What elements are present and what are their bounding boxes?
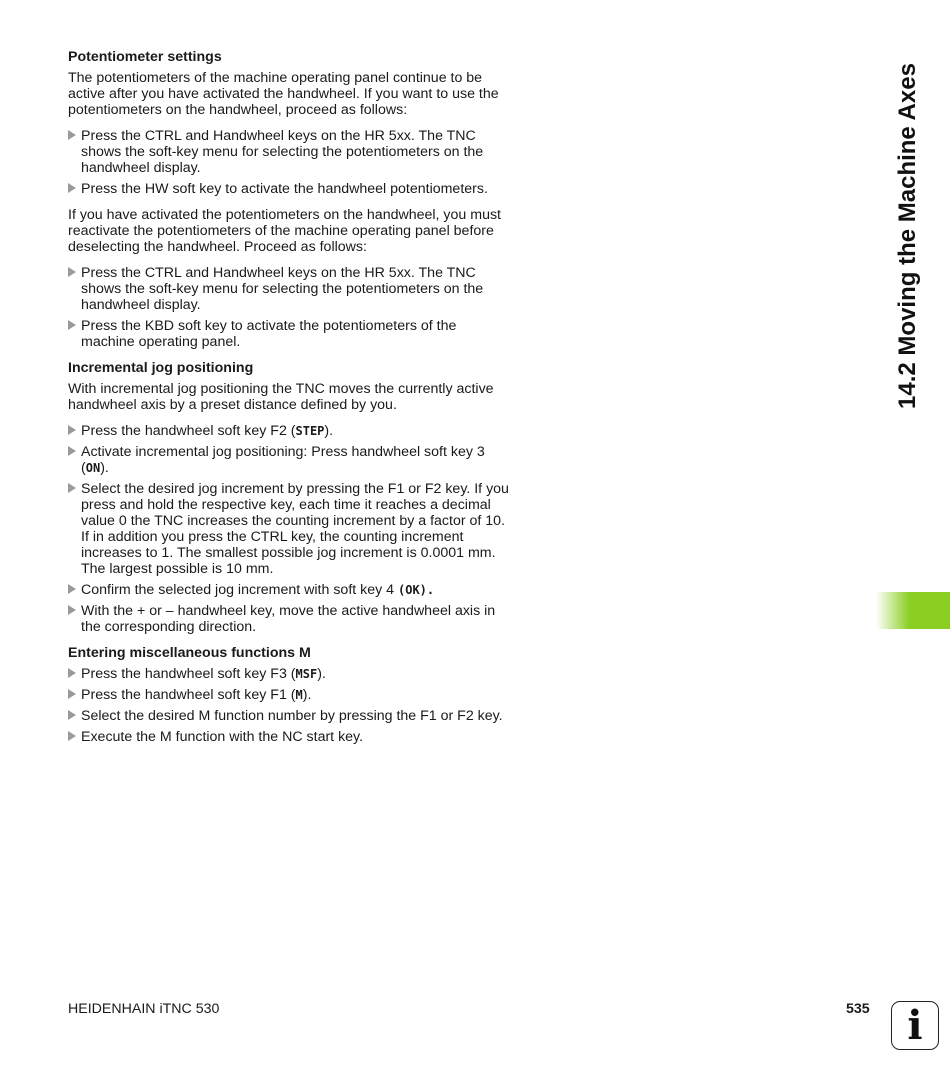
- softkey-label: MSF: [295, 667, 318, 681]
- arrow-icon: [68, 425, 76, 435]
- list-item: Select the desired jog increment by pressing the F1 or F2 key. If you press and hold the respective key, each time it reaches a decimal value 0 the TNC increases the counting increment by a factor of 10. If in addition you press the CTRL key, the counting increment increases to 1. The smallest possible jog increment is 0.0001 mm. The largest possible is 10 mm.: [68, 481, 513, 577]
- list-item: Confirm the selected jog increment with soft key 4 (OK).: [68, 582, 513, 598]
- arrow-icon: [68, 710, 76, 720]
- arrow-icon: [68, 605, 76, 615]
- softkey-label: (OK).: [398, 583, 435, 597]
- softkey-label: ON: [85, 461, 101, 475]
- arrow-icon: [68, 731, 76, 741]
- chapter-side-title: [893, 48, 923, 424]
- page-number: 535: [846, 1001, 870, 1017]
- list-item: Press the HW soft key to activate the handwheel potentiometers.: [68, 181, 513, 197]
- list-item: Press the handwheel soft key F2 (STEP).: [68, 423, 513, 439]
- step-list: [68, 265, 513, 350]
- step-list: [68, 423, 513, 635]
- section-heading-incremental: Incremental jog positioning: [68, 360, 254, 376]
- chapter-side-title-text: 14.2 Moving the Machine Axes: [894, 63, 921, 409]
- page-content: [68, 49, 513, 755]
- section-heading-misc-functions: Entering miscellaneous functions M: [68, 645, 311, 661]
- chapter-tab-marker: [876, 592, 950, 629]
- section-heading-potentiometer: Potentiometer settings: [68, 49, 222, 65]
- arrow-icon: [68, 446, 76, 456]
- list-item: Press the handwheel soft key F3 (MSF).: [68, 666, 513, 682]
- arrow-icon: [68, 320, 76, 330]
- arrow-icon: [68, 130, 76, 140]
- paragraph: The potentiometers of the machine operating panel continue to be active after you have activated the handwheel. If you want to use the potentiometers on the handwheel, proceed as follows:: [68, 70, 499, 118]
- arrow-icon: [68, 483, 76, 493]
- list-item: With the + or – handwheel key, move the active handwheel axis in the corresponding direction.: [68, 603, 513, 635]
- softkey-label: STEP: [295, 424, 325, 438]
- list-item: Select the desired M function number by pressing the F1 or F2 key.: [68, 708, 513, 724]
- paragraph: With incremental jog positioning the TNC moves the currently active handwheel axis by a preset distance defined by you.: [68, 381, 494, 413]
- arrow-icon: [68, 668, 76, 678]
- paragraph: If you have activated the potentiometers on the handwheel, you must reactivate the potentiometers of the machine operating panel before deselecting the handwheel. Proceed as follows:: [68, 207, 501, 255]
- info-icon: i: [891, 1001, 939, 1050]
- step-list: [68, 666, 513, 745]
- step-list: [68, 128, 513, 197]
- softkey-label: M: [295, 688, 303, 702]
- list-item: Press the CTRL and Handwheel keys on the HR 5xx. The TNC shows the soft-key menu for selecting the potentiometers on the handwheel display.: [68, 128, 513, 176]
- arrow-icon: [68, 183, 76, 193]
- arrow-icon: [68, 689, 76, 699]
- list-item: Press the KBD soft key to activate the potentiometers of the machine operating panel.: [68, 318, 513, 350]
- footer-manual-title: HEIDENHAIN iTNC 530: [68, 1001, 220, 1017]
- list-item: Execute the M function with the NC start key.: [68, 729, 513, 745]
- arrow-icon: [68, 584, 76, 594]
- list-item: Activate incremental jog positioning: Press handwheel soft key 3 (ON).: [68, 444, 513, 476]
- arrow-icon: [68, 267, 76, 277]
- list-item: Press the CTRL and Handwheel keys on the HR 5xx. The TNC shows the soft-key menu for selecting the potentiometers on the handwheel display.: [68, 265, 513, 313]
- list-item: Press the handwheel soft key F1 (M).: [68, 687, 513, 703]
